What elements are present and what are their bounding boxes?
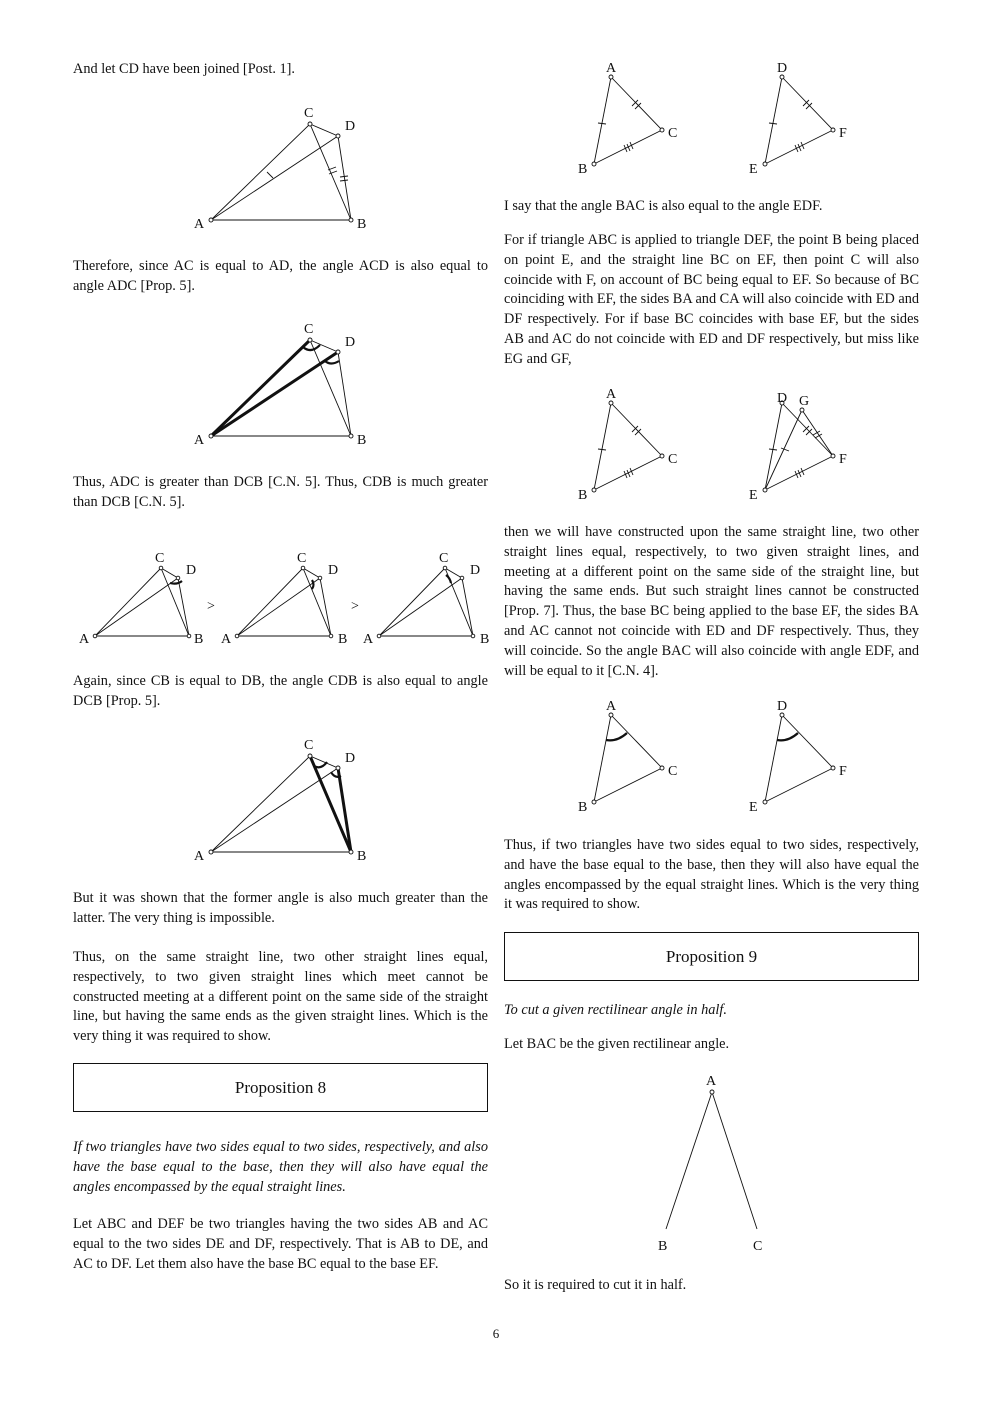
svg-text:C: C (668, 126, 678, 141)
svg-text:D: D (328, 563, 339, 578)
figure-angles-bac-edf (574, 698, 864, 818)
paragraph: But it was shown that the former angle is also much greater than the latter. The very thing is impossible. (73, 890, 488, 926)
proposition-9-enunciation: To cut a given rectilinear angle in half. (504, 1002, 727, 1018)
svg-text:F: F (839, 126, 847, 141)
svg-text:B: B (658, 1239, 668, 1254)
svg-text:A: A (194, 217, 205, 232)
greater-than-sign: > (207, 599, 215, 614)
svg-text:B: B (578, 162, 588, 177)
svg-text:C: C (155, 551, 165, 566)
svg-text:B: B (578, 800, 588, 815)
svg-text:A: A (606, 699, 617, 714)
svg-text:C: C (668, 452, 678, 467)
svg-text:C: C (668, 764, 678, 779)
paragraph: Let ABC and DEF be two triangles having the two sides AB and AC equal to the two sides DE and DF, respectively. That is AB to DE, and AC to DF. Let them also have the base BC equal to the base EF. (73, 1216, 488, 1272)
svg-text:B: B (338, 632, 348, 647)
svg-text:A: A (606, 387, 617, 402)
svg-text:B: B (357, 433, 367, 448)
svg-text:E: E (749, 162, 758, 177)
svg-text:B: B (578, 488, 588, 503)
figure-triangles-abc-defg (574, 386, 864, 506)
svg-text:C: C (753, 1239, 763, 1254)
svg-text:C: C (439, 551, 449, 566)
greater-than-sign: > (351, 599, 359, 614)
svg-text:B: B (357, 849, 367, 864)
svg-text:A: A (194, 433, 205, 448)
paragraph: Again, since CB is equal to DB, the angle CDB is also equal to angle DCB [Prop. 5]. (73, 673, 488, 709)
paragraph: Therefore, since AC is equal to AD, the angle ACD is also equal to angle ADC [Prop. 5]. (73, 258, 488, 294)
svg-text:C: C (304, 106, 314, 121)
svg-text:C: C (297, 551, 307, 566)
svg-text:A: A (221, 632, 232, 647)
svg-text:D: D (345, 119, 356, 134)
paragraph: Let BAC be the given rectilinear angle. (504, 1036, 730, 1052)
proposition-9-heading: Proposition 9 (504, 932, 919, 981)
paragraph: then we will have constructed upon the same straight line, two other straight lines equal, respectively, to two given straight lines, and meeting at a different point on the same side of the straight line, but having the same ends. But such straight lines cannot be constructed [Prop. 7]. Thus, the base BC being applied to the base EF, the sides BA and AC cannot not coincide with ED and DF respectively. Thus, they will coincide. So the angle BAC will also coincide with angle EDF, and will be equal to it [C.N. 4]. (504, 524, 919, 679)
svg-text:A: A (79, 632, 90, 647)
paragraph: Thus, if two triangles have two sides equal to two sides, respectively, and have the base equal to the base, then they will also have equal the angles encompassed by the equal straight lines. Which is the very thing it was required to show. (504, 837, 919, 913)
svg-text:D: D (777, 391, 788, 406)
svg-text:A: A (706, 1074, 717, 1089)
svg-text:E: E (749, 800, 758, 815)
svg-text:C: C (304, 738, 314, 753)
svg-text:A: A (363, 632, 374, 647)
svg-text:D: D (186, 563, 197, 578)
paragraph: So it is required to cut it in half. (504, 1277, 687, 1293)
figure-angle-bac (644, 1068, 784, 1258)
figure-angle-cdb-dcb (183, 732, 383, 867)
proposition-8-enunciation: If two triangles have two sides equal to two sides, respectively, and also have the base equal to the base, then they will also have equal the angles encompassed by the equal straight lines. (73, 1139, 488, 1195)
svg-text:B: B (194, 632, 204, 647)
svg-text:D: D (345, 335, 356, 350)
paragraph: And let CD have been joined [Post. 1]. (73, 61, 295, 77)
svg-text:D: D (777, 699, 788, 714)
figure-triangle-acdb (183, 100, 383, 235)
proposition-8-heading: Proposition 8 (73, 1063, 488, 1112)
paragraph: Thus, on the same straight line, two other straight lines equal, respectively, to two given straight lines which meet cannot be constructed meeting at a different point on the same side of the straight line, but having the same ends as the given straight lines. Which is the very thing it was required to show. (73, 949, 488, 1045)
svg-text:F: F (839, 764, 847, 779)
page-number: 6 (492, 1326, 500, 1341)
svg-text:B: B (480, 632, 490, 647)
svg-text:A: A (606, 61, 617, 76)
svg-text:D: D (777, 61, 788, 76)
svg-text:F: F (839, 452, 847, 467)
svg-text:A: A (194, 849, 205, 864)
svg-text:D: D (345, 751, 356, 766)
svg-text:C: C (304, 322, 314, 337)
svg-text:B: B (357, 217, 367, 232)
svg-text:E: E (749, 488, 758, 503)
paragraph: I say that the angle BAC is also equal to the angle EDF. (504, 198, 823, 214)
paragraph: For if triangle ABC is applied to triangle DEF, the point B being placed on point E, and the straight line BC on EF, then point C will also coincide with F, on account of BC being equal to EF. So because of BC coinciding with EF, the sides BA and CA will also coincide with ED and DF respectively. For if base BC coincides with base EF, but the sides AB and AC do not coincide with ED and DF respectively, but miss like EG and GF, (504, 232, 920, 367)
svg-text:D: D (470, 563, 481, 578)
figure-angle-comparison (73, 548, 493, 653)
svg-text:G: G (799, 394, 810, 409)
figure-angle-acd-adc (183, 316, 383, 451)
figure-triangles-abc-def (574, 60, 864, 180)
paragraph: Thus, ADC is greater than DCB [C.N. 5]. Thus, CDB is much greater than DCB [C.N. 5]. (73, 474, 488, 510)
